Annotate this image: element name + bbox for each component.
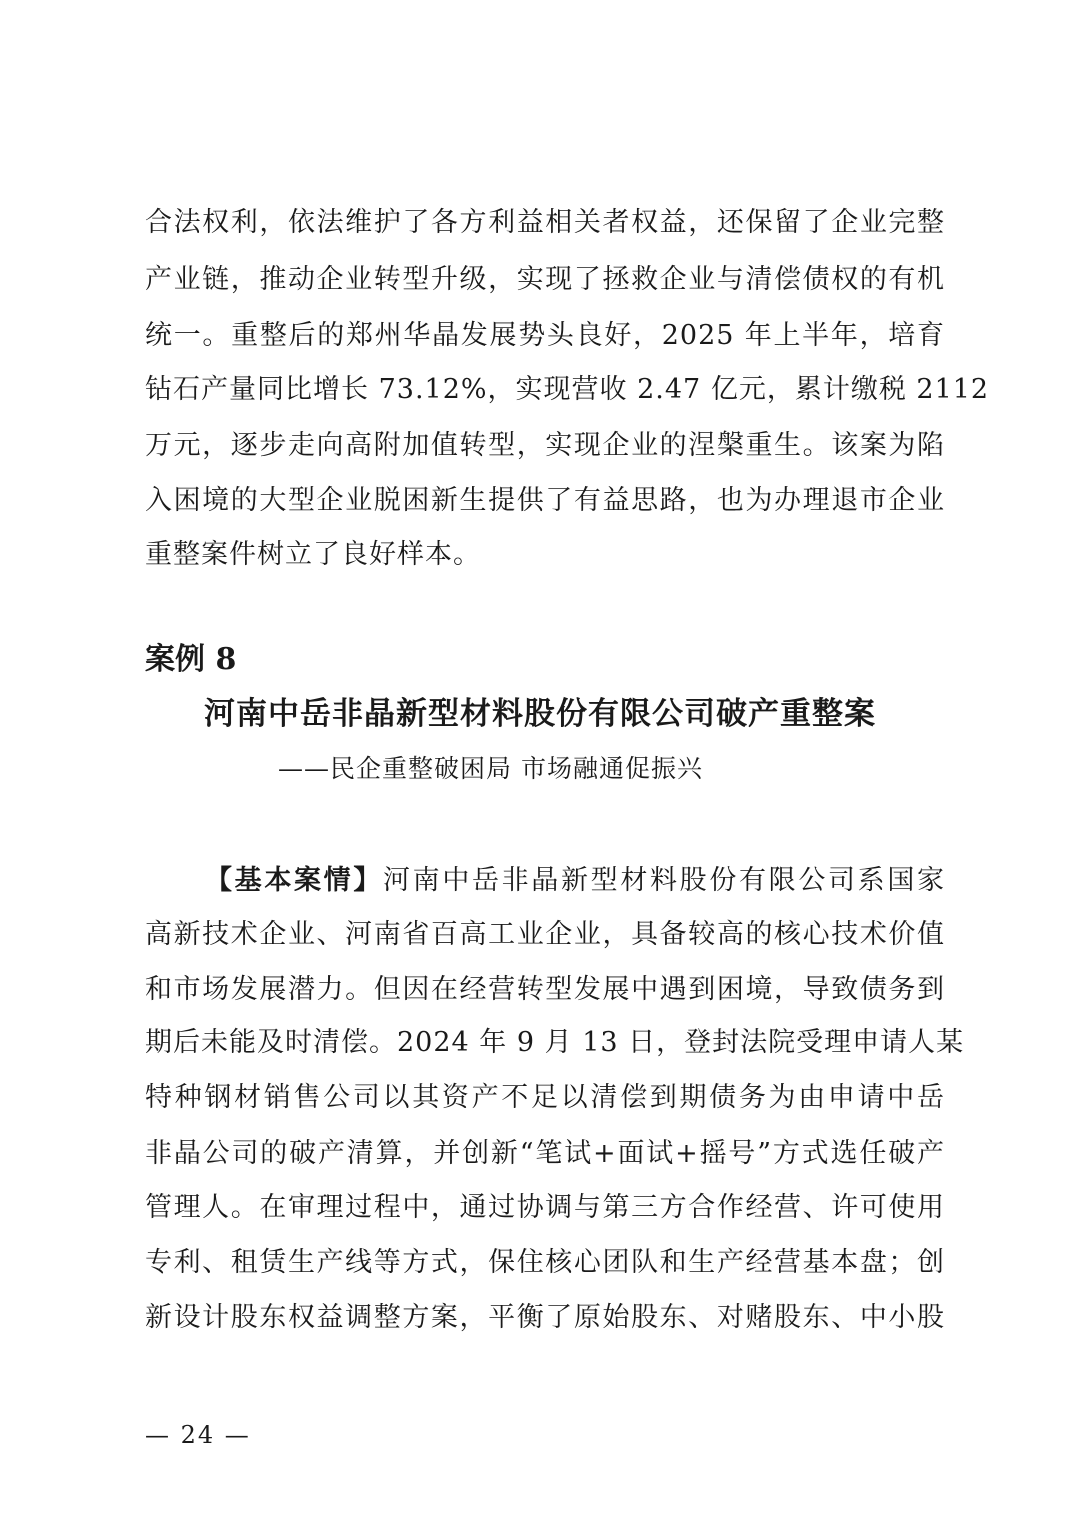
paragraph-line: 高新技术企业、河南省百高工业企业，具备较高的核心技术价值 <box>145 919 945 950</box>
paragraph-line: 入困境的大型企业脱困新生提供了有益思路，也为办理退市企业 <box>145 485 945 516</box>
paragraph-line: 产业链，推动企业转型升级，实现了拯救企业与清偿债权的有机 <box>145 264 945 295</box>
paragraph-line: 专利、租赁生产线等方式，保住核心团队和生产经营基本盘；创 <box>145 1247 945 1278</box>
paragraph-line: 管理人。在审理过程中，通过协调与第三方合作经营、许可使用 <box>145 1192 945 1223</box>
paragraph-line: 重整案件树立了良好样本。 <box>145 539 481 570</box>
case-number-heading: 案例 8 <box>145 642 237 677</box>
paragraph-line: 非晶公司的破产清算，并创新“笔试+面试+摇号”方式选任破产 <box>145 1138 945 1169</box>
paragraph-line: 万元，逐步走向高附加值转型，实现企业的涅槃重生。该案为陷 <box>145 430 945 461</box>
case-subtitle: ——民企重整破困局 市场融通促振兴 <box>278 754 703 783</box>
case-title: 河南中岳非晶新型材料股份有限公司破产重整案 <box>204 696 876 732</box>
page-number: — 24 — <box>145 1421 251 1449</box>
paragraph-line: 和市场发展潜力。但因在经营转型发展中遇到困境，导致债务到 <box>145 974 945 1005</box>
paragraph-line: 合法权利，依法维护了各方利益相关者权益，还保留了企业完整 <box>145 207 945 238</box>
paragraph-line: 统一。重整后的郑州华晶发展势头良好，2025 年上半年，培育 <box>145 320 945 351</box>
basic-facts-first-line-text: 河南中岳非晶新型材料股份有限公司系国家 <box>383 865 945 896</box>
paragraph-line: 期后未能及时清偿。2024 年 9 月 13 日，登封法院受理申请人某 <box>145 1027 965 1058</box>
paragraph-line: 钻石产量同比增长 73.12%，实现营收 2.47 亿元，累计缴税 2112 <box>145 374 990 405</box>
paragraph-line: 新设计股东权益调整方案，平衡了原始股东、对赌股东、中小股 <box>145 1302 945 1333</box>
basic-facts-first-line <box>205 863 945 899</box>
paragraph-line: 特种钢材销售公司以其资产不足以清偿到期债务为由申请中岳 <box>145 1082 945 1113</box>
basic-facts-label: 【基本案情】 <box>205 865 383 896</box>
